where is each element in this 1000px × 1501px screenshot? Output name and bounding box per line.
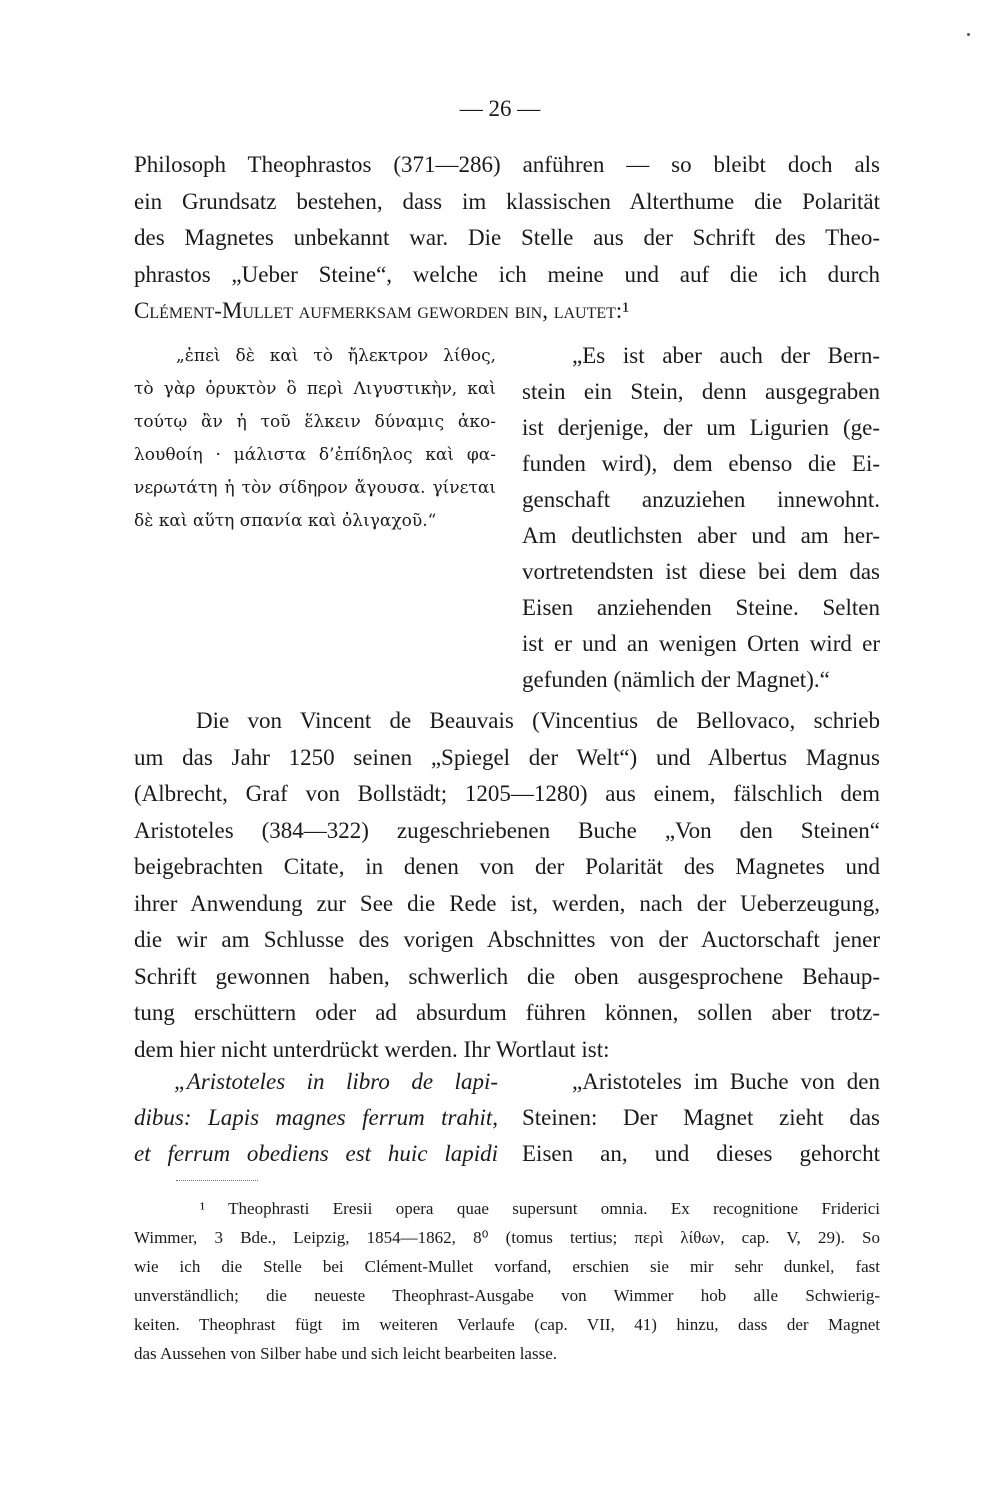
footnote-line: keiten. Theophrast fügt im weiteren Verlaufe (cap. VII, 41) hinzu, dass der Magnet [134, 1315, 880, 1334]
para1-line: phrastos „Ueber Steine“, welche ich meine und auf die ich durch [134, 261, 880, 287]
footnote-line: Wimmer, 3 Bde., Leipzig, 1854—1862, 8⁰ (tomus tertius; περὶ λίθων, cap. V, 29). So [134, 1228, 880, 1247]
translation-line: Steinen: Der Magnet zieht das [522, 1105, 880, 1130]
para1-line: Philosoph Theophrastos (371—286) anführen — so bleibt doch als [134, 152, 880, 177]
speck-mark [967, 33, 970, 36]
greek-line: „ἐπεὶ δὲ καὶ τὸ ἤλεκτρον λίθος, [176, 346, 496, 366]
para2-line: Aristoteles (384—322) zugeschriebenen Buche „Von den Steinen“ [134, 817, 880, 843]
translation-line: funden wird), dem ebenso die Ei- [522, 451, 880, 476]
footnote-line: ¹ Theophrasti Eresii opera quae supersunt omnia. Ex recognitione Friderici [200, 1199, 880, 1218]
para2-line: tung erschüttern oder ad absurdum führen können, sollen aber trotz- [134, 1000, 880, 1025]
paragraph-2 [134, 703, 880, 1068]
german-translation-1 [522, 338, 880, 698]
latin-line: et ferrum obediens est huic lapidi [134, 1141, 498, 1166]
translation-line: Eisen an, und dieses gehorcht [522, 1141, 880, 1166]
footnote-line: wie ich die Stelle bei Clément-Mullet vorfand, erschien sie mir sehr dunkel, fast [134, 1257, 880, 1276]
para2-line: (Albrecht, Graf von Bollstädt; 1205—1280) aus einem, fälschlich dem [134, 781, 880, 806]
german-translation-2 [522, 1064, 880, 1172]
para1-line: des Magnetes unbekannt war. Die Stelle aus der Schrift des Theo- [134, 225, 880, 250]
para2-line: Die von Vincent de Beauvais (Vincentius de Bellovaco, schrieb [196, 708, 880, 733]
footnote-line: unverständlich; die neueste Theophrast-Ausgabe von Wimmer hob alle Schwierig- [134, 1286, 880, 1305]
para1-line: ein Grundsatz bestehen, dass im klassischen Alterthume die Polarität [134, 188, 880, 214]
greek-line: τούτῳ ἂν ἡ τοῦ ἕλκειν δύναμις ἀκο- [134, 412, 496, 432]
translation-line: Eisen anziehenden Steine. Selten [522, 595, 880, 620]
para1-line: Clément-Mullet aufmerksam geworden bin, lautet:¹ [134, 298, 630, 323]
para2-line: ihrer Anwendung zur See die Rede ist, werden, nach der Ueberzeugung, [134, 890, 880, 916]
greek-line: τὸ γὰρ ὀρυκτὸν ὃ περὶ Λιγυστικὴν, καὶ [134, 379, 496, 399]
translation-line: stein ein Stein, denn ausgegraben [522, 379, 880, 404]
para2-line: die wir am Schlusse des vorigen Abschnittes von der Auctorschaft jener [134, 927, 880, 952]
latin-line: „Aristoteles in libro de lapi- [174, 1069, 498, 1094]
para2-line: dem hier nicht unterdrückt werden. Ihr Wortlaut ist: [134, 1036, 610, 1062]
para2-line: um das Jahr 1250 seinen „Spiegel der Welt“) und Albertus Magnus [134, 744, 880, 770]
latin-line: dibus: Lapis magnes ferrum trahit, [134, 1105, 498, 1130]
translation-line: genschaft anzuziehen innewohnt. [522, 487, 880, 512]
para2-line: Schrift gewonnen haben, schwerlich die oben ausgesprochene Behaup- [134, 963, 880, 989]
translation-line: ist er und an wenigen Orten wird er [522, 631, 880, 656]
footnote [134, 1194, 880, 1368]
footnote-line: das Aussehen von Silber habe und sich leicht bearbeiten lasse. [134, 1344, 557, 1363]
greek-line: νερωτάτη ἡ τὸν σίδηρον ἄγουσα. γίνεται [134, 478, 496, 498]
greek-line: δὲ καὶ αὕτη σπανία καὶ ὀλιγαχοῦ.“ [134, 511, 437, 531]
translation-line: Am deutlichsten aber und am her- [522, 523, 880, 548]
greek-quote [134, 340, 496, 538]
translation-line: „Aristoteles im Buche von den [572, 1069, 880, 1094]
translation-line: vortretendsten ist diese bei dem das [522, 559, 880, 584]
translation-line: „Es ist aber auch der Bern- [572, 343, 880, 368]
page-number: — 26 — [459, 96, 541, 121]
translation-line: ist derjenige, der um Ligurien (ge- [522, 415, 880, 440]
paragraph-1 [134, 147, 880, 330]
latin-quote [134, 1064, 498, 1172]
footnote-rule [176, 1180, 258, 1181]
greek-line: λουθοίη · μάλιστα δ’ἐπίδηλος καὶ φα- [134, 445, 496, 465]
para2-line: beigebrachten Citate, in denen von der Polarität des Magnetes und [134, 854, 880, 879]
translation-line: gefunden (nämlich der Magnet).“ [522, 667, 830, 692]
